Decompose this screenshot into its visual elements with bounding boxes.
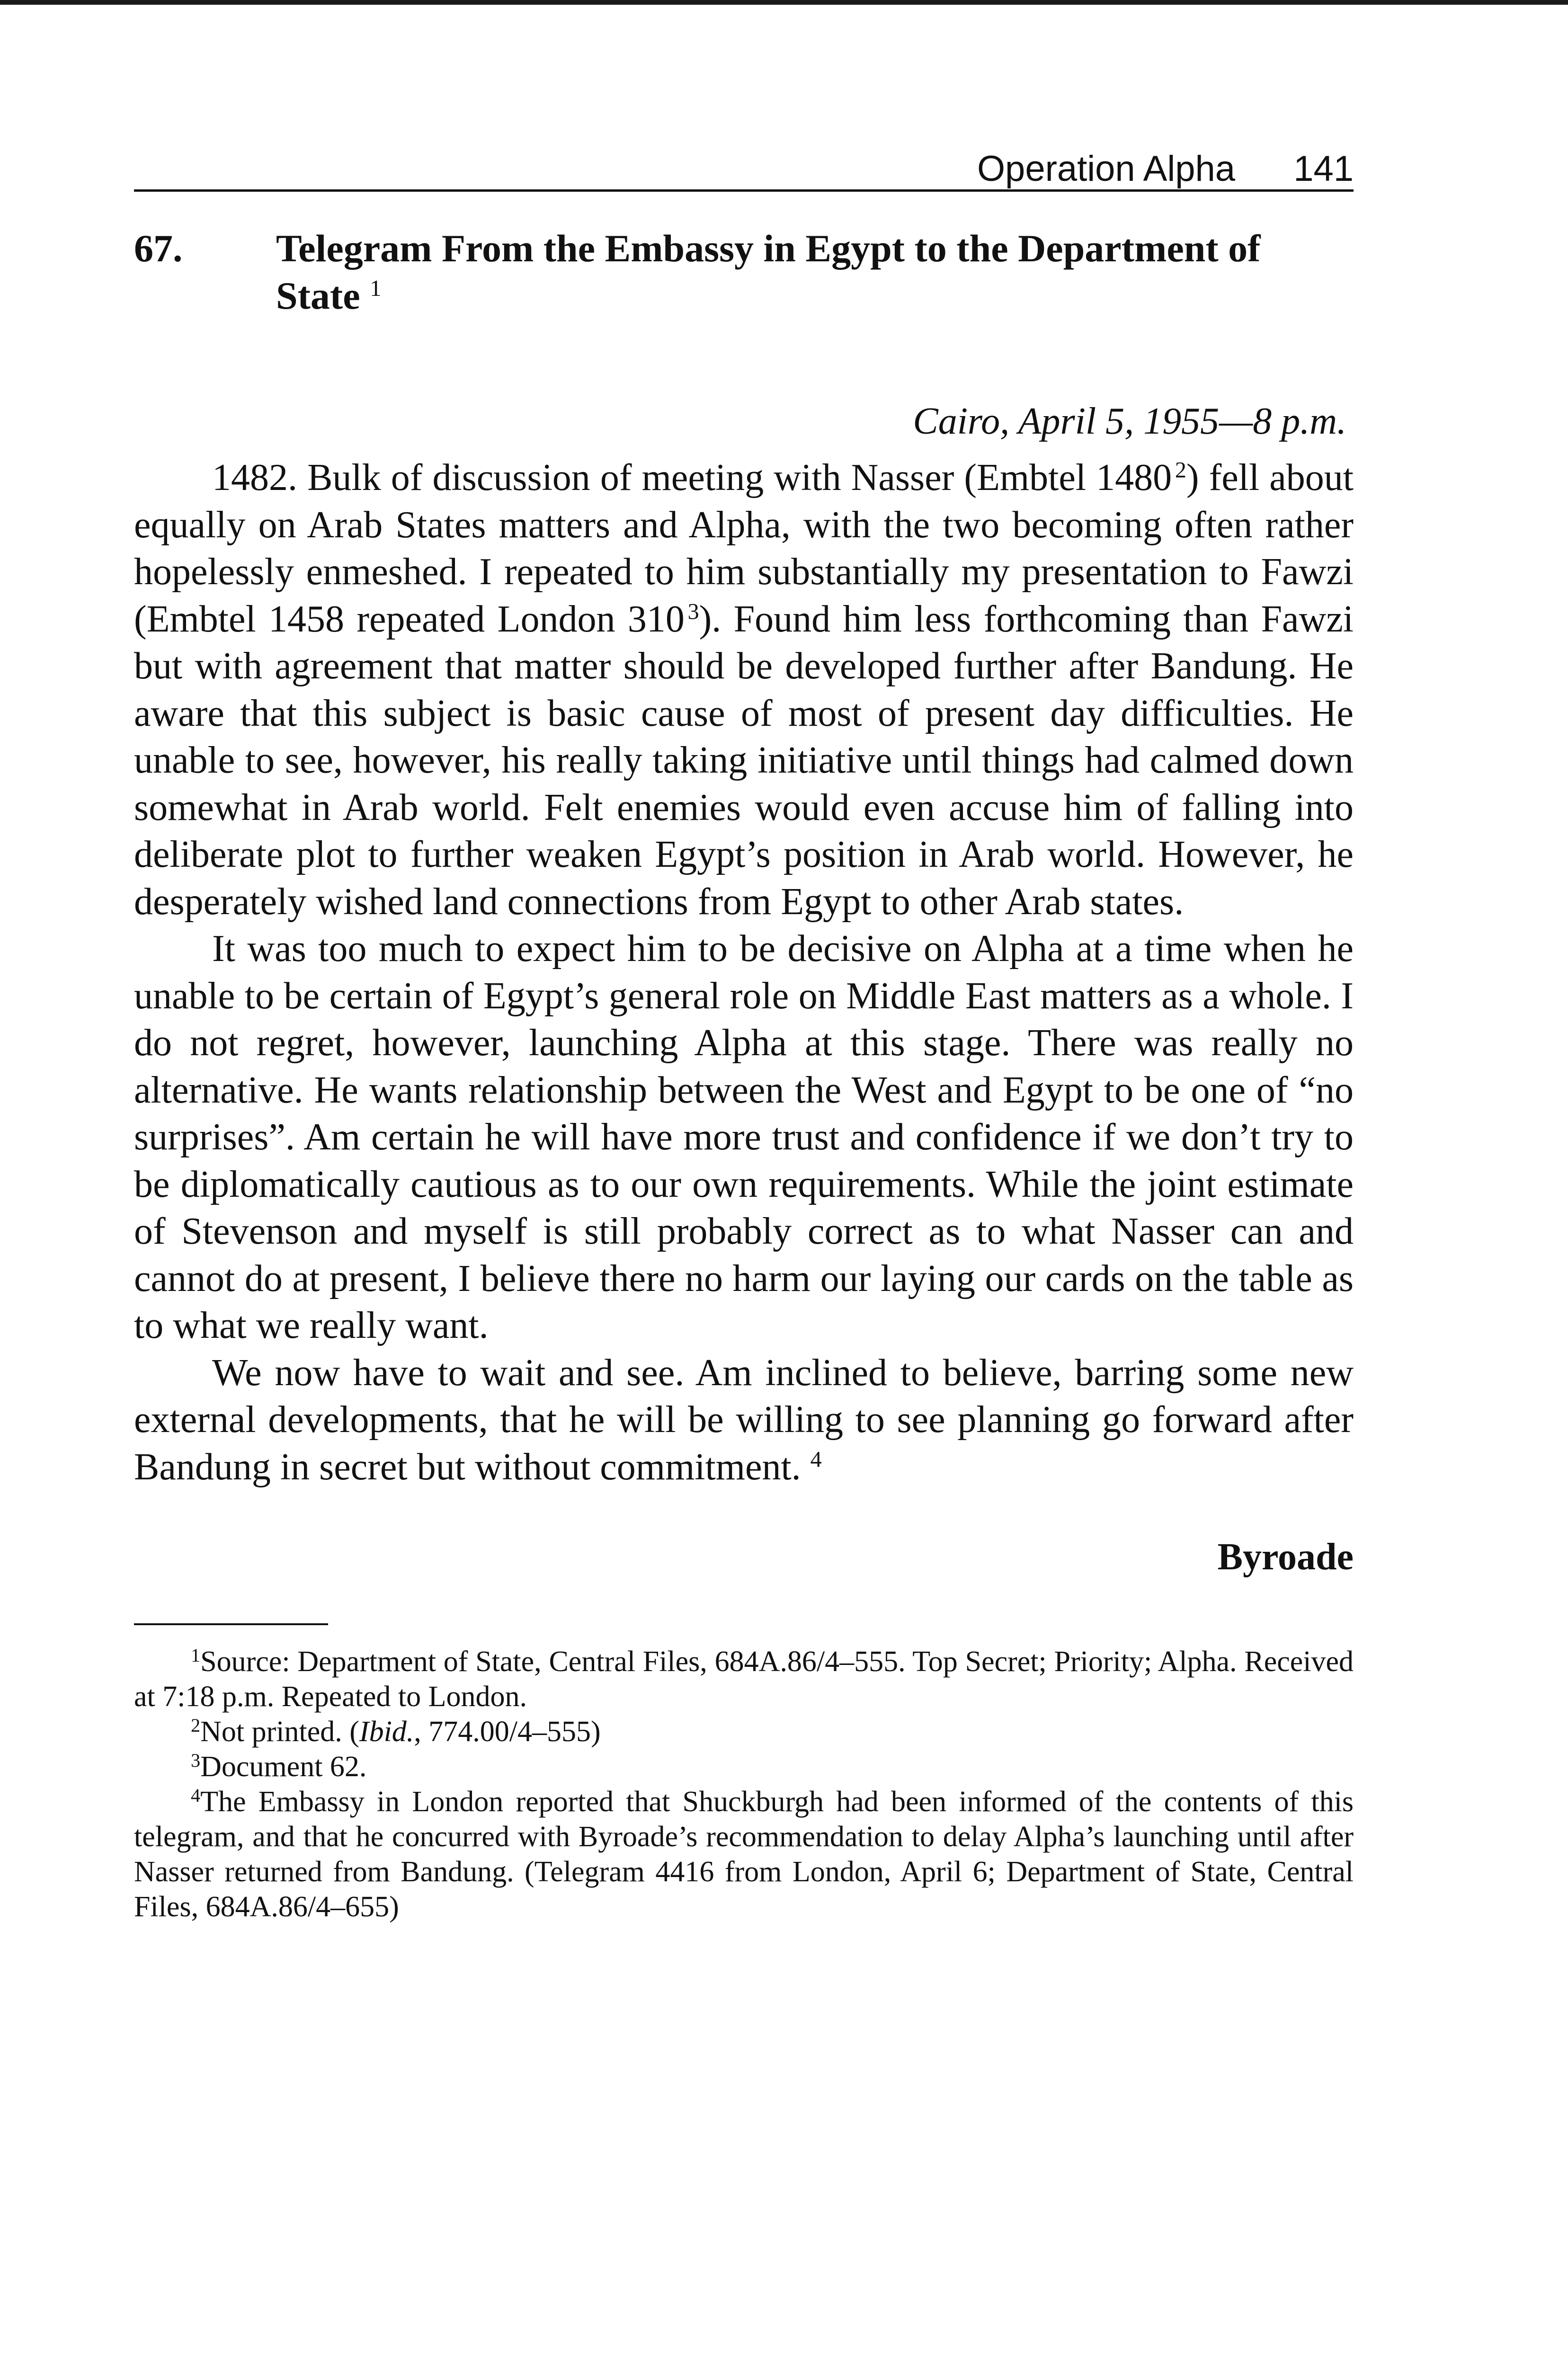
footnote-3-text: Document 62.	[200, 1751, 367, 1783]
footnote-1-text: Source: Department of State, Central Files, 684A.86/4–555. Top Secret; Priority; Alpha. Received at 7:18 p.m. Repeated to London.	[134, 1646, 1354, 1713]
paragraph-2: It was too much to expect him to be decisive on Alpha at a time when he unable to be certain of Egypt’s general role on Middle East matters as a whole. I do not regret, however, launching Alpha at this stage. There was really no alternative. He wants relationship between the West and Egypt to be one of “no surprises”. Am certain he will have more trust and confidence if we don’t try to be diplomatically cautious as to our own requirements. While the joint estimate of Stevenson and myself is still probably correct as to what Nasser can and cannot do at present, I believe there no harm our laying our cards on the table as to what we really want.	[134, 928, 1354, 1346]
footnote-2-text-b: , 774.00/4–555)	[414, 1716, 601, 1748]
footnote-2-ibid: Ibid.	[359, 1716, 414, 1748]
footnote-3-mark: 3	[191, 1749, 201, 1771]
page-top-edge	[0, 0, 1568, 5]
footnote-2	[134, 1714, 1354, 1749]
footnote-1	[134, 1644, 1354, 1714]
paragraph-3-text: We now have to wait and see. Am inclined to believe, barring some new external developments, that he will be willing to see planning go forward after Bandung in secret but without commitment.	[134, 1352, 1354, 1488]
footnote-divider	[134, 1623, 328, 1625]
paragraph-1-part-a: 1482. Bulk of discussion of meeting with Nasser (Embtel 1480	[212, 457, 1172, 498]
footnote-ref-2: 2	[1175, 457, 1186, 483]
document-page	[134, 137, 1354, 1924]
footnotes	[134, 1644, 1354, 1924]
document-title	[276, 225, 1354, 320]
footnote-2-text-a: Not printed. (	[200, 1716, 359, 1748]
telegram-body	[134, 454, 1354, 1491]
dateline: Cairo, April 5, 1955—8 p.m.	[913, 400, 1346, 442]
paragraph-1-part-b: ) fell about equally on Arab States matters and Alpha, with the two becoming often rather hopelessly enmeshed. I repeated to him substantially my presentation to Fawzi (Embtel 1458 repeated London 310	[134, 457, 1354, 640]
footnote-4-mark: 4	[191, 1784, 201, 1806]
page-number: 141	[1293, 149, 1354, 189]
document-title-text: Telegram From the Embassy in Egypt to the Department of State	[276, 227, 1261, 317]
footnote-ref-4: 4	[810, 1447, 822, 1472]
footnote-3	[134, 1749, 1354, 1784]
footnote-4-text: The Embassy in London reported that Shuckburgh had been informed of the contents of this telegram, and that he concurred with Byroade’s recommendation to delay Alpha’s launching until after Nasser returned from Bandung. (Telegram 4416 from London, April 6; Department of State, Central Files, 684A.86/4–655)	[134, 1786, 1354, 1923]
paragraph-1-part-c: ). Found him less forthcoming than Fawzi but with agreement that matter should be developed further after Bandung. He aware that this subject is basic cause of most of present day difficulties. He unable to see, however, his really taking initiative until things had calmed down somewhat in Arab world. Felt enemies would even accuse him of falling into deliberate plot to further weaken Egypt’s position in Arab world. However, he desperately wished land connections from Egypt to other Arab states.	[134, 598, 1354, 923]
document-number: 67.	[134, 227, 183, 270]
document-heading	[134, 225, 1354, 320]
footnote-ref-3: 3	[687, 599, 699, 624]
paragraph-1	[134, 454, 1354, 925]
running-head	[134, 137, 1354, 192]
footnote-ref-1: 1	[370, 275, 382, 301]
signature: Byroade	[1217, 1536, 1354, 1578]
footnote-4	[134, 1784, 1354, 1924]
running-head-title: Operation Alpha	[977, 149, 1235, 189]
footnote-1-mark: 1	[191, 1644, 201, 1666]
paragraph-3	[134, 1350, 1354, 1491]
footnote-2-mark: 2	[191, 1714, 201, 1736]
